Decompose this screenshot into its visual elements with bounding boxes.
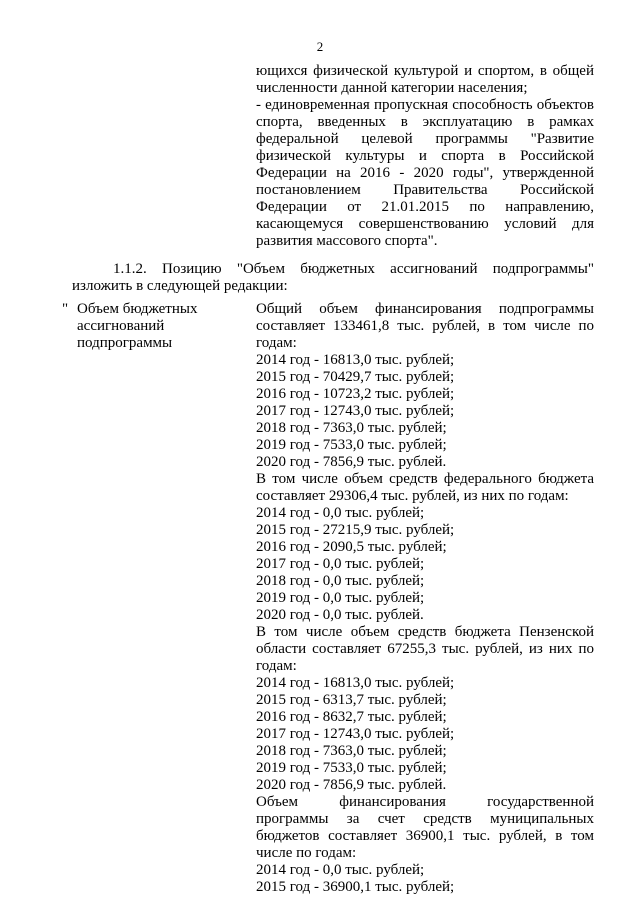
regional-year-line: 2018 год - 7363,0 тыс. рублей; <box>256 743 447 759</box>
total-year-line: 2017 год - 12743,0 тыс. рублей; <box>256 403 455 419</box>
federal-year-line: 2020 год - 0,0 тыс. рублей. <box>256 607 424 623</box>
federal-year-line: 2014 год - 0,0 тыс. рублей; <box>256 505 425 521</box>
regional-intro: В том числе объем средств бюджета Пензенской области составляет 67255,3 тыс. рублей, из них по годам: <box>256 624 594 674</box>
opening-quote-mark: " <box>62 301 69 317</box>
federal-year-line: 2017 год - 0,0 тыс. рублей; <box>256 556 425 572</box>
regional-year-line: 2015 год - 6313,7 тыс. рублей; <box>256 692 447 708</box>
total-year-line: 2015 год - 70429,7 тыс. рублей; <box>256 369 455 385</box>
total-year-line: 2016 год - 10723,2 тыс. рублей; <box>256 386 455 402</box>
municipal-years-list <box>256 862 594 896</box>
municipal-intro: Объем финансирования государственной программы за счет средств муниципальных бюджетов составляет 36900,1 тыс. рублей, в том числе по годам: <box>256 794 594 861</box>
federal-year-line: 2019 год - 0,0 тыс. рублей; <box>256 590 425 606</box>
intro-paragraph-1: ющихся физической культурой и спортом, в общей численности данной категории населения; <box>256 63 594 96</box>
federal-years-list <box>256 505 594 624</box>
table-right-cell <box>256 301 594 896</box>
total-years-list <box>256 352 594 471</box>
table-left-label: Объем бюджетных ассигнований подпрограммы <box>77 301 198 351</box>
federal-year-line: 2018 год - 0,0 тыс. рублей; <box>256 573 425 589</box>
intro-block <box>256 63 594 250</box>
municipal-year-line: 2015 год - 36900,1 тыс. рублей; <box>256 879 455 895</box>
federal-intro: В том числе объем средств федерального бюджета составляет 29306,4 тыс. рублей, из них по годам: <box>256 471 594 504</box>
federal-year-line: 2015 год - 27215,9 тыс. рублей; <box>256 522 455 538</box>
municipal-year-line: 2014 год - 0,0 тыс. рублей; <box>256 862 425 878</box>
regional-year-line: 2017 год - 12743,0 тыс. рублей; <box>256 726 455 742</box>
regional-year-line: 2020 год - 7856,9 тыс. рублей. <box>256 777 447 793</box>
intro-paragraph-2: - единовременная пропускная способность объектов спорта, введенных в эксплуатацию в рамках федеральной целевой программы "Развитие физической культуры и спорта в Российской Федерации на 2016 - 2020 годы", утвержденной постановлением Правительства Российской Федерации от 21.01.2015 по направлению, касающемуся совершенствованию условий для развития массового спорта". <box>256 97 594 249</box>
federal-year-line: 2016 год - 2090,5 тыс. рублей; <box>256 539 447 555</box>
regional-year-line: 2014 год - 16813,0 тыс. рублей; <box>256 675 455 691</box>
total-year-line: 2020 год - 7856,9 тыс. рублей. <box>256 454 447 470</box>
section-paragraph: 1.1.2. Позицию "Объем бюджетных ассигнований подпрограммы" изложить в следующей редакции: <box>72 261 594 294</box>
total-year-line: 2019 год - 7533,0 тыс. рублей; <box>256 437 447 453</box>
regional-year-line: 2019 год - 7533,0 тыс. рублей; <box>256 760 447 776</box>
total-year-line: 2018 год - 7363,0 тыс. рублей; <box>256 420 447 436</box>
regional-year-line: 2016 год - 8632,7 тыс. рублей; <box>256 709 447 725</box>
total-intro: Общий объем финансирования подпрограммы составляет 133461,8 тыс. рублей, в том числе по годам: <box>256 301 594 351</box>
regional-years-list <box>256 675 594 794</box>
page-number: 2 <box>316 39 324 54</box>
total-year-line: 2014 год - 16813,0 тыс. рублей; <box>256 352 455 368</box>
